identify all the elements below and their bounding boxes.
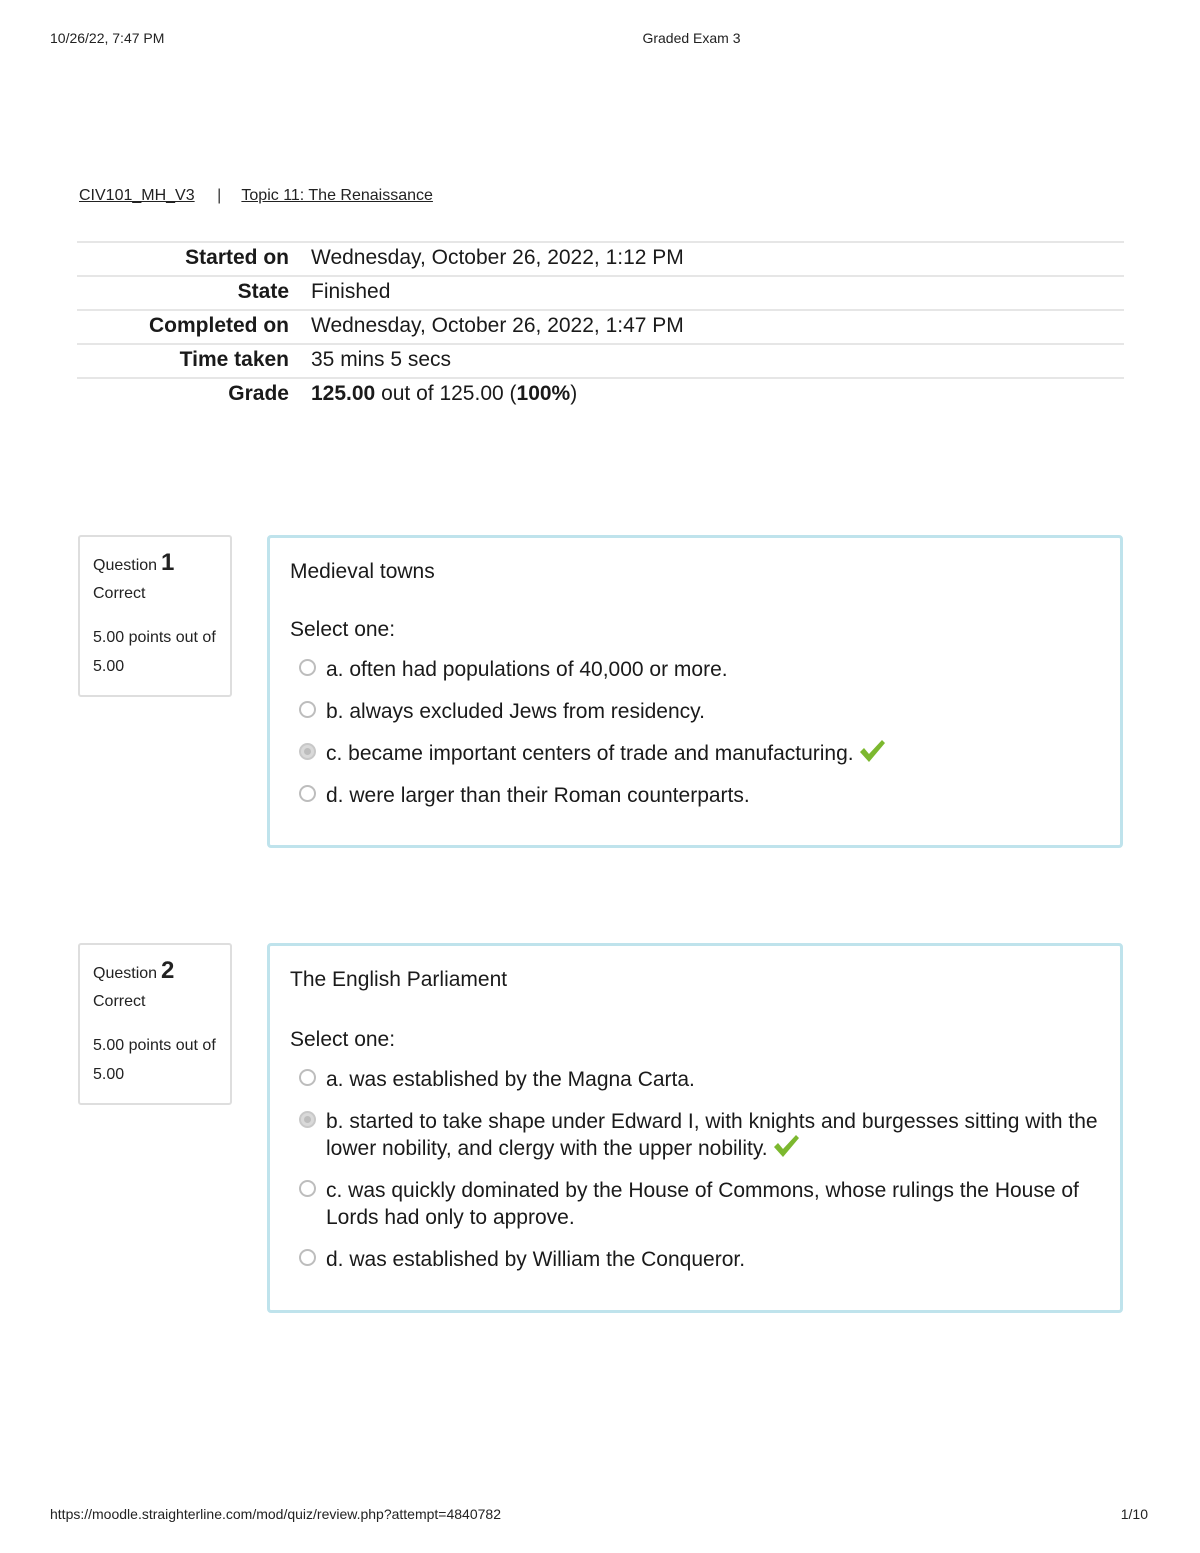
- answer-option-a[interactable]: [290, 656, 1100, 683]
- question-state: Correct: [93, 585, 146, 602]
- question-points: 5.00 points out of 5.00: [93, 629, 216, 675]
- question-text: The English Parliament: [290, 968, 508, 991]
- breadcrumb-topic-link[interactable]: Topic 11: The Renaissance: [241, 187, 433, 204]
- question-state: Correct: [93, 993, 146, 1010]
- breadcrumb-separator: |: [217, 187, 222, 204]
- radio-button[interactable]: [299, 1180, 316, 1197]
- select-one-prompt: Select one:: [290, 618, 396, 641]
- summary-label: State: [237, 280, 289, 303]
- grade-label: Grade: [228, 382, 289, 405]
- radio-button[interactable]: [299, 659, 316, 676]
- answer-list: [290, 1066, 1100, 1273]
- radio-button[interactable]: [299, 785, 316, 802]
- answer-text: b. started to take shape under Edward I, with knights and burgesses sitting with the lower nobility, and clergy with the upper nobility.: [326, 1110, 1098, 1160]
- answer-option-c[interactable]: [290, 1177, 1100, 1231]
- radio-button[interactable]: [299, 701, 316, 718]
- attempt-summary-table: [77, 241, 1124, 411]
- summary-row: [77, 242, 1124, 276]
- answer-option-a[interactable]: [290, 1066, 1100, 1093]
- question-info-2: [78, 943, 232, 1105]
- grade-score: 125.00: [311, 382, 376, 405]
- answer-option-c[interactable]: [290, 740, 1100, 767]
- grade-close: ): [570, 382, 578, 405]
- summary-value: Wednesday, October 26, 2022, 1:12 PM: [311, 246, 684, 269]
- question-label: Question: [93, 965, 158, 982]
- summary-label: Completed on: [149, 314, 289, 337]
- correct-check-icon: [858, 738, 886, 764]
- print-page-number: 1/10: [1120, 1506, 1148, 1522]
- answer-list: [290, 656, 1100, 809]
- question-points: 5.00 points out of 5.00: [93, 1037, 216, 1083]
- answer-text: b. always excluded Jews from residency.: [326, 700, 705, 723]
- grade-out-of: out of 125.00 (: [375, 382, 517, 405]
- summary-row: [77, 310, 1124, 344]
- summary-value: Wednesday, October 26, 2022, 1:47 PM: [311, 314, 684, 337]
- summary-label: Time taken: [179, 348, 289, 371]
- answer-text: c. became important centers of trade and manufacturing.: [326, 742, 854, 765]
- grade-percent: 100%: [516, 382, 571, 405]
- summary-row-grade: [77, 378, 1124, 411]
- answer-text: a. often had populations of 40,000 or more.: [326, 658, 728, 681]
- print-datetime: 10/26/22, 7:47 PM: [50, 30, 165, 46]
- question-label: Question: [93, 557, 158, 574]
- grade-value: [289, 378, 1124, 411]
- print-url: https://moodle.straighterline.com/mod/quiz/review.php?attempt=4840782: [50, 1506, 501, 1522]
- question-number: 2: [161, 957, 175, 984]
- radio-button[interactable]: [299, 1069, 316, 1086]
- summary-label: Started on: [185, 246, 289, 269]
- print-title: Graded Exam 3: [642, 30, 741, 46]
- answer-text: d. were larger than their Roman counterparts.: [326, 784, 750, 807]
- answer-text: c. was quickly dominated by the House of Commons, whose rulings the House of Lords had only to approve.: [326, 1179, 1079, 1229]
- answer-text: a. was established by the Magna Carta.: [326, 1068, 695, 1091]
- question-content-2: [267, 943, 1123, 1313]
- radio-button-selected[interactable]: [299, 743, 316, 760]
- answer-option-b[interactable]: [290, 698, 1100, 725]
- question-content-1: [267, 535, 1123, 848]
- radio-button[interactable]: [299, 1249, 316, 1266]
- select-one-prompt: Select one:: [290, 1028, 396, 1051]
- correct-check-icon: [772, 1133, 800, 1159]
- summary-value: 35 mins 5 secs: [311, 348, 452, 371]
- answer-option-d[interactable]: [290, 782, 1100, 809]
- radio-button-selected[interactable]: [299, 1111, 316, 1128]
- question-number: 1: [161, 549, 175, 576]
- answer-text: d. was established by William the Conqueror.: [326, 1248, 746, 1271]
- question-info-1: [78, 535, 232, 697]
- breadcrumb: [79, 187, 433, 205]
- answer-option-b[interactable]: [290, 1108, 1100, 1162]
- breadcrumb-course-link[interactable]: CIV101_MH_V3: [79, 187, 195, 204]
- summary-value: Finished: [311, 280, 391, 303]
- answer-option-d[interactable]: [290, 1246, 1100, 1273]
- question-text: Medieval towns: [290, 560, 435, 583]
- summary-row: [77, 276, 1124, 310]
- summary-row: [77, 344, 1124, 378]
